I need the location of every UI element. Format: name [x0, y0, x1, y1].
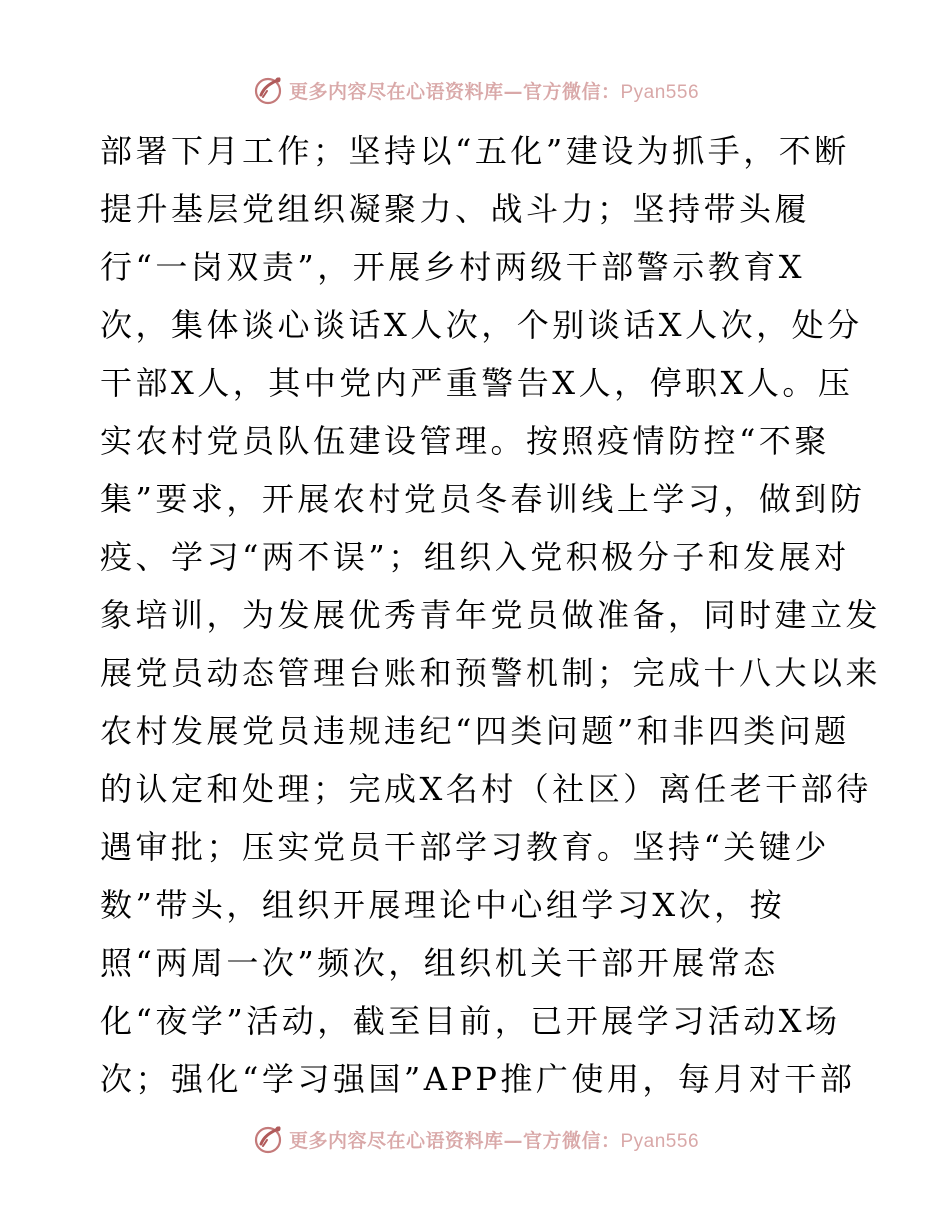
- pen-swirl-logo-icon: [251, 1122, 285, 1156]
- body-line: 次；强化“学习强国”APP推广使用，每月对干部: [100, 1060, 856, 1098]
- body-line: 照“两周一次”频次，组织机关干部开展常态: [100, 944, 779, 982]
- body-line: 象培训，为发展优秀青年党员做准备，同时建立发: [100, 596, 882, 634]
- body-line: 遇审批；压实党员干部学习教育。坚持“关键少: [100, 828, 830, 866]
- document-body: [100, 122, 882, 1108]
- body-line: 行“一岗双责”，开展乡村两级干部警示教育X: [100, 248, 806, 286]
- body-line: 实农村党员队伍建设管理。按照疫情防控“不聚: [100, 422, 830, 460]
- body-line: 的认定和处理；完成X名村（社区）离任老干部待: [100, 770, 872, 808]
- body-line: 农村发展党员违规违纪“四类问题”和非四类问题: [100, 712, 850, 750]
- footer-banner-text: 更多内容尽在心语资料库—官方微信：Pyan556: [288, 1129, 700, 1152]
- body-line: 数”带头，组织开展理论中心组学习X次，按: [100, 886, 786, 924]
- body-line: 部署下月工作；坚持以“五化”建设为抓手，不断: [100, 132, 850, 170]
- body-line: 集”要求，开展农村党员冬春训线上学习，做到防: [100, 480, 866, 518]
- body-line: 展党员动态管理台账和预警机制；完成十八大以来: [100, 654, 882, 692]
- header-wechat-id: Pyan556: [620, 81, 700, 103]
- body-line: 干部X人，其中党内严重警告X人，停职X人。压: [100, 364, 854, 402]
- body-line: 化“夜学”活动，截至目前，已开展学习活动X场: [100, 1002, 841, 1040]
- header-banner-text: 更多内容尽在心语资料库—官方微信：Pyan556: [288, 80, 700, 103]
- pen-swirl-logo-icon: [251, 73, 285, 107]
- body-line: 提升基层党组织凝聚力、战斗力；坚持带头履: [100, 190, 811, 228]
- header-banner: [0, 70, 950, 110]
- footer-wechat-id: Pyan556: [620, 1130, 700, 1152]
- footer-banner: [0, 1119, 950, 1159]
- body-line: 次，集体谈心谈话X人次，个别谈话X人次，处分: [100, 306, 863, 344]
- body-line: 疫、学习“两不误”；组织入党积极分子和发展对: [100, 538, 850, 576]
